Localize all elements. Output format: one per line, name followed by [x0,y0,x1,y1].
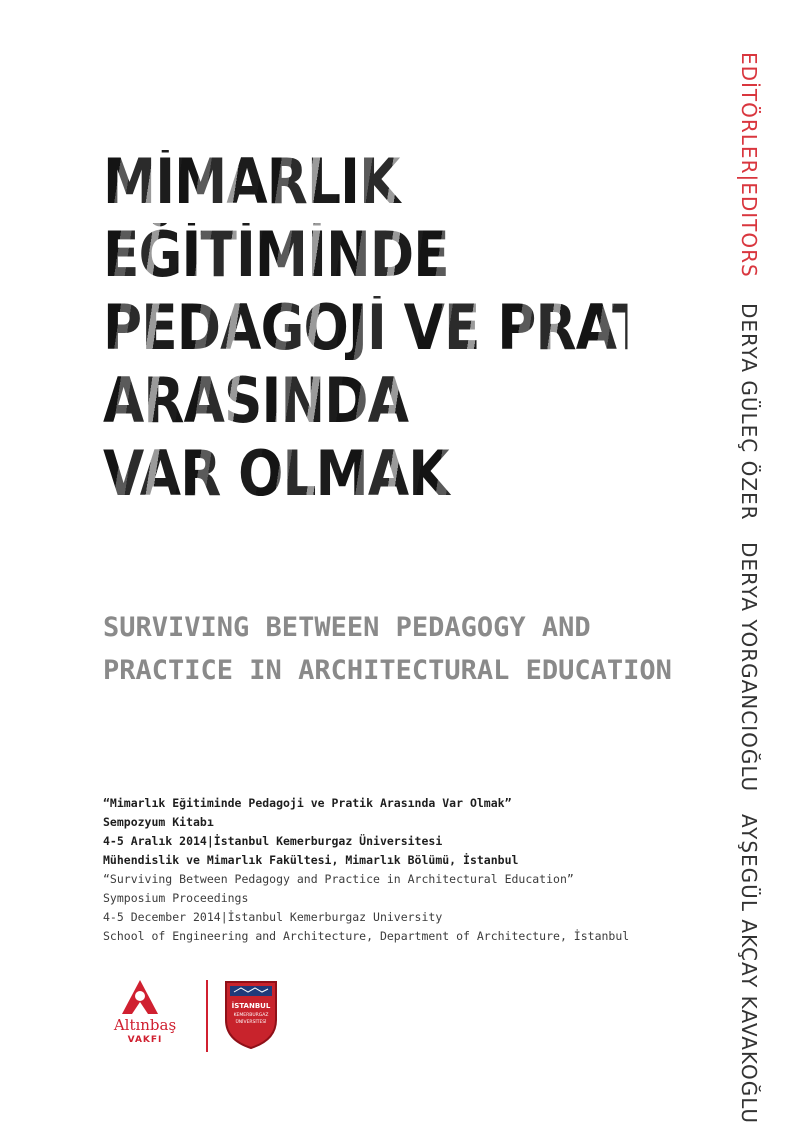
logos [100,978,290,1058]
altinbas-sub: VAKFI [127,1035,163,1045]
info-en-type: Symposium Proceedings [103,891,249,905]
title-line-1: MİMARLIK [103,150,628,214]
editor-name-3: AYŞEGÜL AKÇAY KAVAKOĞLU [737,813,761,1124]
info-en-title: “Surviving Between Pedagogy and Practice in Architectural Education” [103,872,574,886]
ikbu-text-3: ÜNİVERSİTESİ [235,1020,267,1025]
symposium-info [103,794,703,946]
english-subtitle [103,606,723,692]
editors-label: EDİTÖRLER|EDITORS [737,52,761,278]
editors-vertical-text [725,52,761,1124]
info-tr-date: 4-5 Aralık 2014|İstanbul Kemerburgaz Üniversitesi [103,834,443,848]
subtitle-line-1: SURVIVING BETWEEN PEDAGOGY AND [103,612,591,643]
title-line-5: VAR OLMAK [103,442,628,506]
altinbas-name: Altınbaş [113,1016,177,1034]
logo-divider [206,980,208,1052]
university-shield-icon [224,980,278,1050]
book-title [103,145,713,515]
info-tr-title: “Mimarlık Eğitiminde Pedagoji ve Pratik Arasında Var Olmak” [103,796,512,810]
info-tr-type: Sempozyum Kitabı [103,815,214,829]
title-line-2: EĞİTİMİNDE [103,223,628,287]
title-line-3: PEDAGOJİ VE PRATİK [103,291,707,364]
ikbu-text-1: İSTANBUL [231,1002,271,1010]
altinbas-logo-icon [120,978,160,1016]
subtitle-line-2: PRACTICE IN ARCHITECTURAL EDUCATION [103,655,672,686]
title-line-4: ARASINDA [103,369,628,433]
info-en-faculty: School of Engineering and Architecture, Department of Architecture, İstanbul [103,929,630,943]
ikbu-text-2: KEMERBURGAZ [233,1013,269,1018]
info-en-date: 4-5 December 2014|İstanbul Kemerburgaz University [103,910,443,924]
editor-name-1: DERYA GÜLEÇ ÖZER [737,303,761,521]
info-tr-faculty: Mühendislik ve Mimarlık Fakültesi, Mimarlık Bölümü, İstanbul [103,853,519,867]
editor-name-2: DERYA YORGANCIOĞLU [737,542,761,793]
